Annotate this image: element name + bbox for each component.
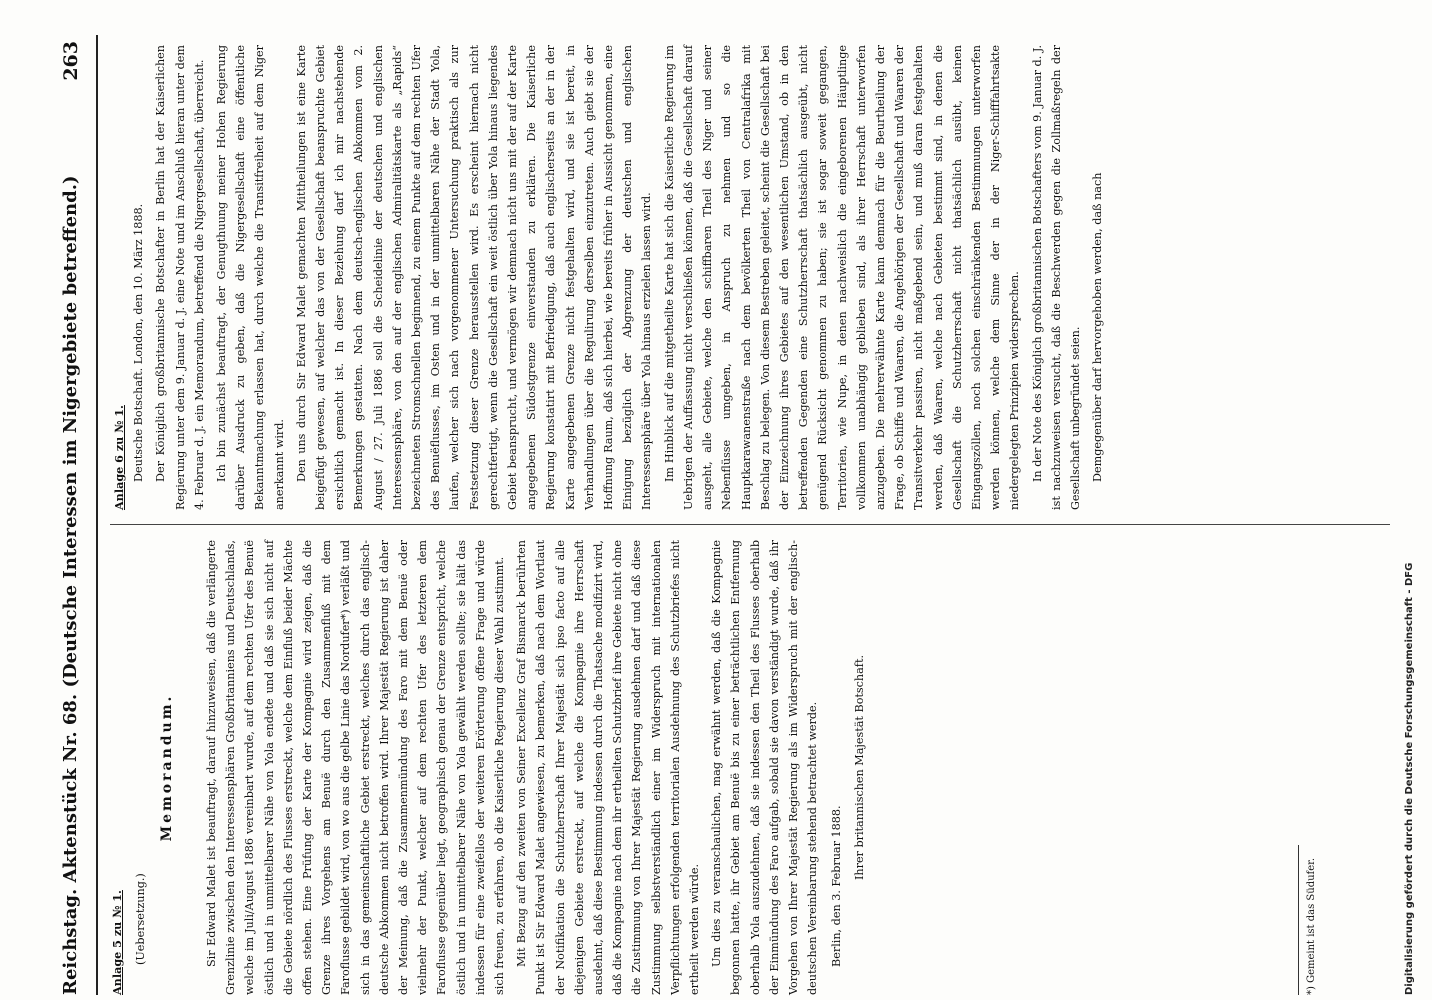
translation-note: (Uebersetzung.) bbox=[134, 873, 148, 965]
left-column-body bbox=[202, 540, 873, 995]
paragraph: Demgegenüber darf hervorgehoben werden, daß nach bbox=[1091, 172, 1105, 482]
paragraph: In der Note des Königlich großbritannischen Botschafters vom 9. Januar d. J. ist nachzuweisen versucht, daß die Beschwerden gegen die Zollmaßregeln der Gesellschaft unbegründet seien. bbox=[1030, 45, 1082, 510]
paragraph: Um dies zu veranschaulichen, mag erwähnt werden, daß die Kompagnie begonnen hatte, ihr Gebiet am Benuë bis zu einer beträchtlichen Entfernung oberhalb Yola auszudehnen, daß sie indessen den Theil des Flusses oberhalb der Einmündung des Faro aufgab, sobald sie davon verständigt wurde, daß ihr Vorgehen von Ihrer Majestät Regierung als im Widerspruch mit der englisch-deutschen Vereinbarung stehend betrachtet werde. bbox=[710, 540, 820, 995]
paragraph: Den uns durch Sir Edward Malet gemachten Mittheilungen ist eine Karte beigefügt gewesen, auf welcher das von der Gesellschaft beanspruchte Gebiet ersichtlich gemacht ist. In dieser Beziehung darf ich mir nachstehende Bemerkungen gestatten. Nach dem deutsch-englischen Abkommen vom 2. August / 27. Juli 1886 soll die Scheidelinie der deutschen und englischen Interessensphäre, von den auf der englischen Admiralitätskarte als „Rapids“ bezeichneten Stromschnellen beginnend, zu einem Punkte auf dem rechten Ufer des Benuëflusses, im Osten und in der unmittelbaren Nähe der Stadt Yola, laufen, welcher sich nach vorgenommener Untersuchung praktisch als zur Festsetzung dieser Grenze herausstellen wird. Es erscheint hiernach nicht gerechtfertigt, wenn die Gesellschaft ein weit östlich über Yola hinaus liegendes Gebiet beansprucht, und vermögen wir demnach nicht uns mit der auf der Karte angegebenen Südostgrenze einverstanden zu erklären. Die Kaiserliche Regierung konstatirt mit Befriedigung, daß auch englischerseits an der in der Karte angegebenen Grenze nicht festgehalten wird, und sie ist bereit, in Verhandlungen über die Regulirung derselben einzutreten. Auch giebt sie der Hoffnung Raum, daß sich hierbei, wie bereits früher in Aussicht genommen, eine Einigung bezüglich der Abgrenzung der deutschen und englischen Interessensphäre über Yola hinaus erzielen lassen wird. bbox=[294, 45, 654, 510]
memorandum-heading: Memorandum. bbox=[159, 693, 176, 842]
paragraph: Sir Edward Malet ist beauftragt, darauf hinzuweisen, daß die verlängerte Grenzlinie zwischen den Interessensphären Großbritanniens und Deutschlands, welche im Juli/August 1886 vereinbart wurde, auf dem rechten Ufer des Benuë östlich und in unmittelbarer Nähe von Yola endete und daß sie sich nicht auf die Gebiete nördlich des Flusses erstreckt, welche dem Einfluß beider Mächte offen stehen. Eine Prüfung der Karte der Kompagnie wird zeigen, daß die Grenze ihres Vorgehens am Benuë durch den Zusammenfluß mit dem Faroflusse gebildet wird, von wo aus die gelbe Linie das Nordufer*) verläßt und sich in das gemeinschaftliche Gebiet erstreckt, welches durch das englisch-deutsche Abkommen nicht betroffen wird. Ihrer Majestät Regierung ist daher der Meinung, daß die Zusammenmündung des Faro mit dem Benuë oder vielmehr der Punkt, welcher auf dem rechten Ufer des letzteren dem Faroflusse gegenüber liegt, geographisch genau der Grenze entspricht, welche östlich und in unmittelbarer Nähe von Yola gewählt werden sollte; sie hält das indessen für eine zweifellos der weiteren Erörterung offene Frage und würde sich freuen, zu erfahren, ob die Kaiserliche Regierung dieser Wahl zustimmt. bbox=[205, 540, 507, 995]
annex-5-title: Anlage 5 zu № 1. bbox=[110, 890, 124, 995]
dfg-text: Digitalisierung gefördert durch die Deutsche Forschungsgemeinschaft - DFG bbox=[1404, 562, 1415, 995]
annex-6-title: Anlage 6 zu № 1. bbox=[112, 405, 126, 510]
dfg-side-note bbox=[1404, 5, 1415, 995]
right-column bbox=[110, 45, 1110, 510]
header-title: Reichstag. Aktenstück Nr. 68. (Deutsche Interessen im Nigergebiete betreffend.) bbox=[60, 175, 81, 995]
footnote: *) Gemeint ist das Südufer. bbox=[1306, 857, 1317, 995]
paragraph: Deutsche Botschaft. London, den 10. März 1888. bbox=[132, 203, 146, 482]
date-line: Berlin, den 3. Februar 1888. bbox=[829, 805, 843, 967]
rotated-sheet-continued bbox=[50, 35, 1390, 995]
paragraph: Der Königlich großbritannische Botschafter in Berlin hat der Kaiserlichen Regierung unter dem 9. Januar d. J. eine Note und im Anschluß hieran unter dem 4. Februar d. J. ein Memorandum, betreffend die Nigergesellschaft, überreicht. bbox=[154, 45, 206, 510]
paragraph: Mit Bezug auf den zweiten von Seiner Excellenz Graf Bismarck berührten Punkt ist Sir Edward Malet angewiesen, zu bemerken, daß nach dem Wortlaut der Notifikation die Schutzherrschaft Ihrer Majestät sich ipso facto auf alle diejenigen Gebiete erstreckt, auf welche die Kompagnie ihre Herrschaft ausdehnt, daß diese Bestimmung indessen durch die Thatsache modifizirt wird, daß die Kompagnie nach dem ihr ertheilten Schutzbrief ihre Gebiete nicht ohne die Zustimmung von Ihrer Majestät Regierung ausdehnen darf und daß diese Zustimmung selbstverständlich einer im Widerspruch mit internationalen Verpflichtungen erfolgenden territorialen Ausdehnung des Schutzbriefes nicht ertheilt werden würde. bbox=[515, 540, 702, 995]
page-number: 263 bbox=[60, 41, 82, 81]
footnote-rule bbox=[1298, 845, 1299, 995]
column-divider bbox=[110, 524, 1390, 525]
signature: Ihrer britannischen Majestät Botschaft. bbox=[852, 654, 866, 881]
paragraph: Ich bin zunächst beauftragt, der Genugthuung meiner Hohen Regierung darüber Ausdruck zu geben, daß die Nigergesellschaft eine öffentliche Bekanntmachung erlassen hat, durch welche die Transitfreiheit auf dem Niger anerkannt wird. bbox=[215, 45, 286, 510]
paragraph: Im Hinblick auf die mitgetheilte Karte hat sich die Kaiserliche Regierung im Uebrigen der Auffassung nicht verschließen können, daß die Gesellschaft darauf ausgeht, alle Gebiete, welche den schiffbaren Theil des Niger und seiner Nebenflüsse umgeben, in Anspruch zu nehmen und so die Hauptkarawanenstraße nach dem bevölkerten Theil von Centralafrika mit Beschlag zu belegen. Von diesem Bestreben geleitet, scheint die Gesellschaft bei der Einzeichnung ihres Gebietes auf den wesentlichen Umstand, ob in den betreffenden Gegenden eine Schutzherrschaft thatsächlich ausgeübt, nicht genügend Rücksicht genommen zu haben; sie ist sogar soweit gegangen, Territorien, wie Nupe, in denen nachweislich die eingeborenen Häuptlinge vollkommen unabhängig geblieben sind, als ihrer Herrschaft unterworfen anzugeben. Die mehrerwähnte Karte kann demnach für die Beurtheilung der Frage, ob Schiffe und Waaren, die Angehörigen der Gesellschaft und Waaren der Transitverkehr passiren, nicht maßgebend sein, und muß daran festgehalten werden, daß Waaren, welche nach Gebieten bestimmt sind, in denen die Gesellschaft die Schutzherrschaft nicht thatsächlich ausübt, keinen Eingangszöllen, noch solchen einschränkenden Bestimmungen unterworfen werden können, welche dem Sinne der in der Niger-Schifffahrtsakte niedergelegten Prinzipien widersprechen. bbox=[662, 45, 1022, 510]
